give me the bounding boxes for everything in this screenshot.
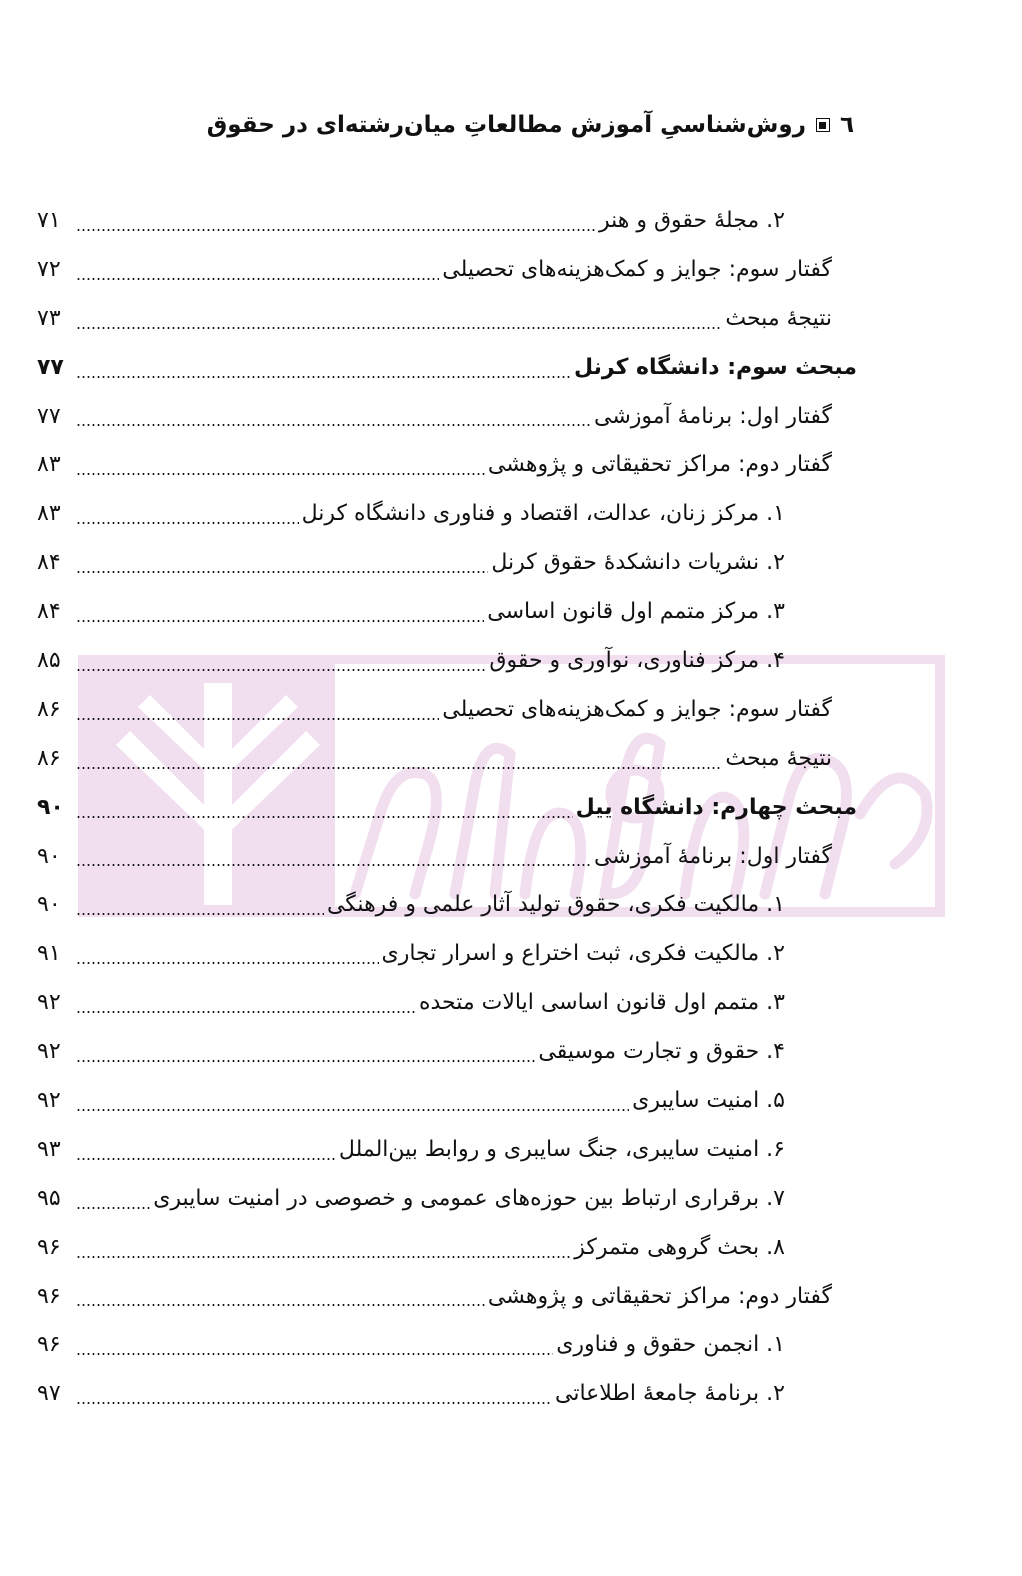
toc-entry-page: ۸۳ xyxy=(37,452,61,478)
dot-leader xyxy=(76,1109,629,1111)
toc-entry[interactable] xyxy=(37,343,857,392)
toc-entry-title: گفتار سوم: جوایز و کمک‌هزینه‌های تحصیلی xyxy=(442,696,832,722)
toc-entry-title: ۷. برقراری ارتباط بین حوزه‌های عمومی و خصوصی در امنیت سایبری xyxy=(153,1185,785,1211)
toc-entry-page: ۹۰ xyxy=(37,794,64,820)
dot-leader xyxy=(76,327,722,329)
toc-entry-page: ۷۱ xyxy=(37,207,61,233)
toc-entry[interactable] xyxy=(37,832,857,881)
dot-leader xyxy=(76,571,488,573)
toc-entry[interactable] xyxy=(37,587,857,636)
running-header xyxy=(207,112,854,138)
dot-leader xyxy=(76,1060,535,1062)
toc-entry-title: ۴. حقوق و تجارت موسیقی xyxy=(538,1039,785,1065)
toc-entry[interactable] xyxy=(37,734,857,783)
dot-leader xyxy=(76,1402,552,1404)
toc-entry-page: ۸۴ xyxy=(37,599,61,625)
toc-entry[interactable] xyxy=(37,440,857,489)
toc-entry-title: گفتار سوم: جوایز و کمک‌هزینه‌های تحصیلی xyxy=(442,256,832,282)
toc-entry-page: ۹۷ xyxy=(37,1381,61,1407)
dot-leader xyxy=(76,913,324,915)
toc-entry-page: ۹۶ xyxy=(37,1234,61,1260)
toc-entry-page: ۸۶ xyxy=(37,696,61,722)
toc-entry[interactable] xyxy=(37,880,857,929)
toc-entry-title: مبحث سوم: دانشگاه کرنل xyxy=(574,354,857,380)
dot-leader xyxy=(76,1353,553,1355)
toc-entry[interactable] xyxy=(37,978,857,1027)
toc-entry-page: ۷۲ xyxy=(37,256,61,282)
toc-entry[interactable] xyxy=(37,294,857,343)
toc-entry[interactable] xyxy=(37,1272,857,1321)
toc-entry[interactable] xyxy=(37,1076,857,1125)
toc-entry[interactable] xyxy=(37,245,857,294)
toc-entry-title: ۲. برنامهٔ جامعهٔ اطلاعاتی xyxy=(554,1381,785,1407)
toc-entry-title: ۱. انجمن حقوق و فناوری xyxy=(556,1332,785,1358)
dot-leader xyxy=(76,229,596,231)
dot-leader xyxy=(76,424,591,426)
toc-entry[interactable] xyxy=(37,685,857,734)
dot-leader xyxy=(76,1304,485,1306)
toc-entry[interactable] xyxy=(37,1320,857,1369)
toc-entry[interactable] xyxy=(37,538,857,587)
toc-entry-page: ۹۶ xyxy=(37,1332,61,1358)
toc-entry[interactable] xyxy=(37,392,857,441)
dot-leader xyxy=(76,816,573,818)
page-number: ٦ xyxy=(839,112,854,138)
toc-entry-page: ۸۵ xyxy=(37,647,61,673)
dot-leader xyxy=(76,718,439,720)
toc-entry-page: ۷۷ xyxy=(37,403,61,429)
toc-entry-title: ۳. متمم اول قانون اساسی ایالات متحده xyxy=(418,990,785,1016)
dot-leader xyxy=(76,864,591,866)
square-bullet-icon xyxy=(816,118,830,132)
toc-entry-page: ۹۰ xyxy=(37,892,61,918)
dot-leader xyxy=(76,278,439,280)
toc-entry-title: ۲. نشریات دانشکدهٔ حقوق کرنل xyxy=(491,550,785,576)
toc-entry[interactable] xyxy=(37,636,857,685)
toc-entry[interactable] xyxy=(37,1369,857,1418)
toc-entry-title: ۵. امنیت سایبری xyxy=(632,1087,785,1113)
dot-leader xyxy=(76,522,299,524)
toc-entry[interactable] xyxy=(37,929,857,978)
dot-leader xyxy=(76,1207,150,1209)
toc-entry-page: ۹۳ xyxy=(37,1136,61,1162)
toc-entry[interactable] xyxy=(37,783,857,832)
toc-entry-page: ۹۰ xyxy=(37,843,61,869)
dot-leader xyxy=(76,473,485,475)
toc-entry[interactable] xyxy=(37,1174,857,1223)
dot-leader xyxy=(76,620,484,622)
dot-leader xyxy=(76,376,571,378)
toc-entry-title: ۲. مالکیت فکری، ثبت اختراع و اسرار تجاری xyxy=(381,941,785,967)
toc-entry-page: ۷۷ xyxy=(37,354,64,380)
toc-entry-title: گفتار دوم: مراکز تحقیقاتی و پژوهشی xyxy=(487,452,832,478)
toc-entry-title: نتیجهٔ مبحث xyxy=(725,745,832,771)
toc-entry[interactable] xyxy=(37,1027,857,1076)
dot-leader xyxy=(76,962,379,964)
toc-entry[interactable] xyxy=(37,489,857,538)
table-of-contents xyxy=(37,196,857,1418)
toc-entry[interactable] xyxy=(37,1125,857,1174)
dot-leader xyxy=(76,669,486,671)
toc-entry-title: گفتار اول: برنامهٔ آموزشی xyxy=(593,403,832,429)
toc-entry-title: نتیجهٔ مبحث xyxy=(725,305,832,331)
toc-entry-page: ۹۱ xyxy=(37,941,61,967)
toc-entry-page: ۸۶ xyxy=(37,745,61,771)
dot-leader xyxy=(76,1011,416,1013)
toc-entry-page: ۷۳ xyxy=(37,305,61,331)
dot-leader xyxy=(76,767,722,769)
toc-entry-title: ۲. مجلهٔ حقوق و هنر xyxy=(598,207,785,233)
dot-leader xyxy=(76,1256,571,1258)
toc-entry-page: ۹۲ xyxy=(37,990,61,1016)
toc-entry-title: ۶. امنیت سایبری، جنگ سایبری و روابط بین‌الملل xyxy=(338,1136,785,1162)
toc-entry-title: ۴. مرکز فناوری، نوآوری و حقوق xyxy=(489,647,785,673)
toc-entry-page: ۹۲ xyxy=(37,1039,61,1065)
dot-leader xyxy=(76,1158,336,1160)
toc-entry-title: گفتار دوم: مراکز تحقیقاتی و پژوهشی xyxy=(487,1283,832,1309)
toc-entry-title: ۱. مرکز زنان، عدالت، اقتصاد و فناوری دانشگاه کرنل xyxy=(301,501,785,527)
toc-entry-page: ۸۳ xyxy=(37,501,61,527)
toc-entry-page: ۹۲ xyxy=(37,1087,61,1113)
toc-entry-title: گفتار اول: برنامهٔ آموزشی xyxy=(593,843,832,869)
toc-entry-title: مبحث چهارم: دانشگاه ییل xyxy=(575,794,857,820)
toc-entry-title: ۸. بحث گروهی متمرکز xyxy=(574,1234,785,1260)
toc-entry[interactable] xyxy=(37,1223,857,1272)
toc-entry[interactable] xyxy=(37,196,857,245)
running-title: روش‌شناسیِ آموزش مطالعاتِ میان‌رشته‌ای در حقوق xyxy=(206,112,806,138)
toc-entry-page: ۹۵ xyxy=(37,1185,61,1211)
toc-entry-page: ۸۴ xyxy=(37,550,61,576)
toc-entry-title: ۱. مالکیت فکری، حقوق تولید آثار علمی و فرهنگی xyxy=(326,892,785,918)
toc-entry-page: ۹۶ xyxy=(37,1283,61,1309)
toc-entry-title: ۳. مرکز متمم اول قانون اساسی xyxy=(487,599,785,625)
